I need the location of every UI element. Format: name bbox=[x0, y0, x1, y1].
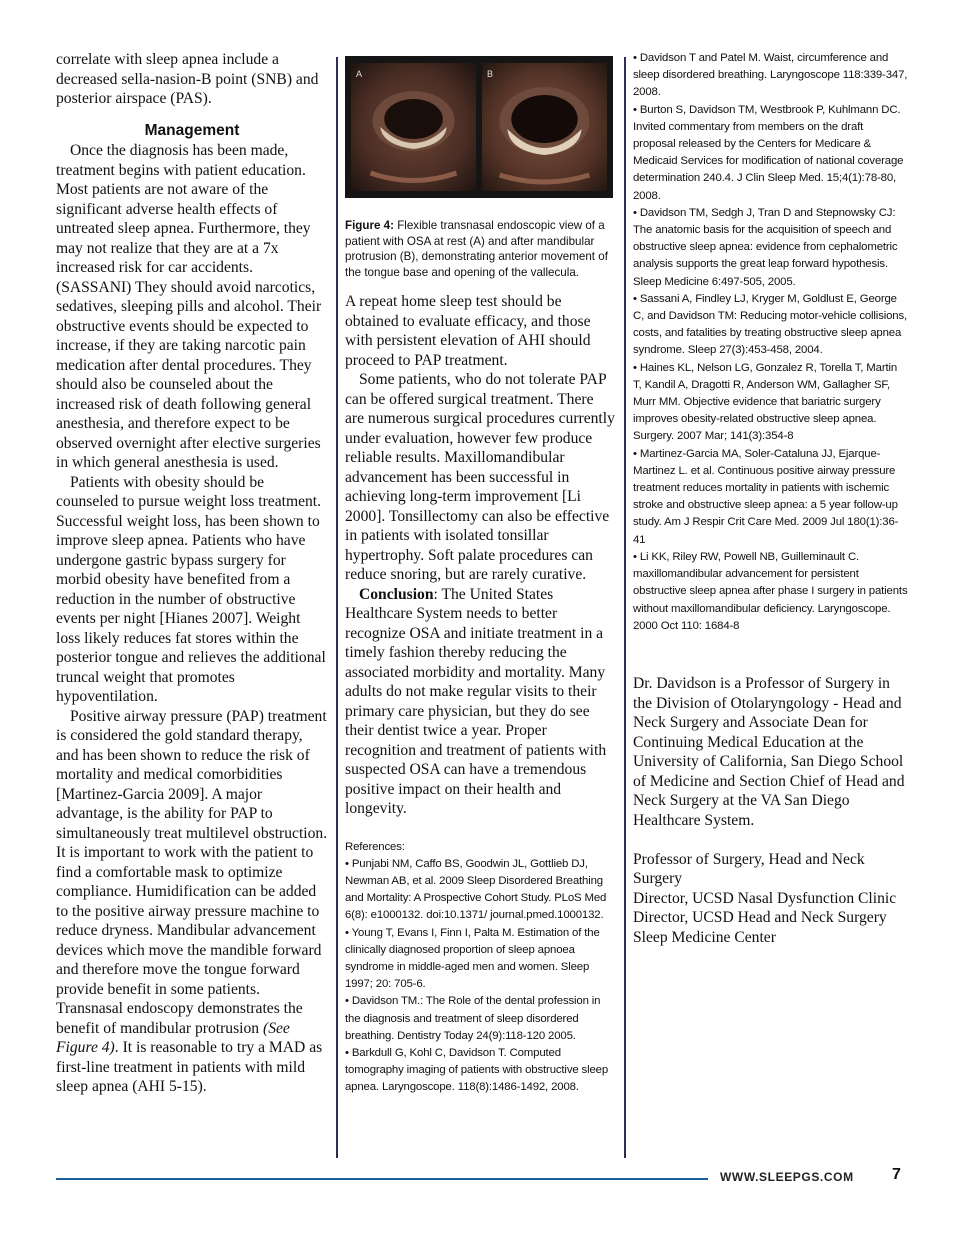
reference-item: • Barkdull G, Kohl C, Davidson T. Computed tomography imaging of patients with obstructive sleep apnea. Laryngoscope. 118(8):1486-1492, 2008. bbox=[345, 1046, 609, 1094]
management-paragraph-pap bbox=[56, 707, 328, 1097]
reference-item: • Davidson TM, Sedgh J, Tran D and Stepnowsky CJ: The anatomic basis for the acquisition of speech and obstructive sleep apnea: evidence from cephalometric analysis supports the great leap forward hypothesis. Sleep Medicine 6:497-505, 2005. bbox=[633, 206, 898, 288]
column-3 bbox=[633, 50, 908, 948]
pap-text-end: . It is reasonable to try a MAD as first-line treatment in patients with mild sleep apnea (AHI 5-15). bbox=[56, 1039, 323, 1095]
author-title: Director, UCSD Head and Neck Surgery Sleep Medicine Center bbox=[633, 909, 887, 947]
intro-paragraph: correlate with sleep apnea include a decreased sella-nasion-B point (SNB) and posterior airspace (PAS). bbox=[56, 51, 319, 107]
reference-item: • Young T, Evans I, Finn I, Palta M. Estimation of the clinically diagnosed proportion of sleep apnoea syndrome in middle-aged men and women. Sleep 1997; 20: 705-6. bbox=[345, 926, 600, 991]
airway-protrusion-image bbox=[482, 63, 607, 191]
references-list-left bbox=[345, 856, 615, 1097]
footer-rule bbox=[56, 1178, 708, 1180]
management-heading: Management bbox=[144, 121, 240, 139]
reference-item: Invited commentary from members on the draft proposal released by the Centers for Medicare & Medicaid Services for modification of national coverage determination 240.4. J Clin Sleep Med. 15;4(1):78-80, 2008. bbox=[633, 120, 904, 202]
reference-item: • Burton S, Davidson TM, Westbrook P, Kuhlmann DC. bbox=[633, 103, 901, 116]
column-1 bbox=[56, 50, 328, 1097]
reference-item: • Davidson TM.: The Role of the dental profession in the diagnosis and treatment of sleep disordered breathing. Dentistry Today 24(9):118-120 2005. bbox=[345, 995, 601, 1042]
column-divider-left bbox=[336, 57, 338, 1158]
figure-caption-label: Figure 4: bbox=[345, 219, 394, 232]
endoscopy-image-a bbox=[351, 63, 476, 191]
figure-caption bbox=[345, 218, 615, 280]
author-title: Director, UCSD Nasal Dysfunction Clinic bbox=[633, 889, 897, 907]
endoscopy-image-b bbox=[482, 63, 607, 191]
author-bio: Dr. Davidson is a Professor of Surgery in the Division of Otolaryngology - Head and Neck Surgery and Associate Dean for Continuing Medical Education at the University of California, San Diego School of Medicine and Section Chief of Head and Neck Surgery at the VA San Diego Healthcare System. bbox=[633, 674, 905, 830]
reference-item: • Haines KL, Nelson LG, Gonzalez R, Torella T, Martin T, Kandil A, Dragotti R, Anderson WM, Gallagher SF, Murr MM. Objective evidence that bariatric surgery improves obesity-related obstructive sleep apnea. Surgery. 2007 Mar; 141(3):354-8 bbox=[633, 361, 898, 443]
pap-text-start: Positive airway pressure (PAP) treatment is considered the gold standard therapy, and has been shown to reduce the risk of mortality and medical comorbidities [Martinez-Garcia 2009]. A major advantage, is the ability for PAP to simultaneously treat multilevel obstruction. It is important to work with the patient to find a comfortable mask to optimize compliance. Humidification can be added to the positive airway pressure machine to reduce dryness. Mandibular advancement devices which move the mandible forward and therefore move the tongue forward provide benefit in some patients. Transnasal endoscopy demonstrates the benefit of mandibular protrusion bbox=[56, 707, 328, 1037]
conclusion-text: : The United States Healthcare System needs to better recognize OSA and initiate treatment in a timely fashion thereby reducing the associated morbidity and mortality. Many adults do not make regular visits to their primary care physician, but they do see their dentist twice a year. Proper recognition and treatment of patients with suspected OSA can have a tremendous positive impact on their health and longevity. bbox=[345, 585, 607, 817]
reference-item: • Martinez-Garcia MA, Soler-Cataluna JJ, Ejarque-Martinez L. et al. Continuous positive airway pressure treatment reduces mortality in patients with ischemic stroke and obstructive sleep apnea: a 5 year follow-up study. Am J Respir Crit Care Med. 2009 Jul 180(1):36-41 bbox=[633, 447, 899, 546]
management-paragraph-obesity: Patients with obesity should be counseled to pursue weight loss treatment. Successful weight loss, has been shown to improve sleep apnea. Patients who have undergone gastric bypass surgery for morbid obesity have benefited from a reduction in the number of obstructive events per night [Hianes 2007]. Weight loss likely reduces fat stores within the posterior tongue and relieves the additional truncal weight that promotes hypoventilation. bbox=[56, 473, 326, 705]
references-list-right bbox=[633, 50, 908, 635]
author-title: Professor of Surgery, Head and Neck Surgery bbox=[633, 850, 865, 888]
repeat-test-paragraph: A repeat home sleep test should be obtained to evaluate efficacy, and those with persistent elevation of AHI should proceed to PAP treatment. bbox=[345, 293, 591, 369]
reference-item: • Punjabi NM, Caffo BS, Goodwin JL, Gottlieb DJ, Newman AB, et al. 2009 Sleep Disordered Breathing and Mortality: A Prospective Cohort Study. PLoS Med 6(8): e1000132. doi:10.1371/ journal.pmed.1000132. bbox=[345, 857, 607, 922]
airway-rest-image bbox=[351, 63, 476, 191]
conclusion-label: Conclusion bbox=[359, 585, 434, 603]
column-2 bbox=[345, 50, 615, 1097]
page-number: 7 bbox=[892, 1166, 901, 1183]
references-heading: References: bbox=[345, 840, 405, 853]
column-divider-right bbox=[624, 57, 626, 1158]
figure-reference-link: (See Figure 4) bbox=[56, 1019, 290, 1056]
reference-item: • Davidson T and Patel M. Waist, circumference and sleep disordered breathing. Laryngoscope 118:339-347, 2008. bbox=[633, 52, 908, 99]
figure-caption-text: Flexible transnasal endoscopic view of a patient with OSA at rest (A) and after mandibular protrusion (B), demonstrating anterior movement of the tongue base and opening of the vallecula. bbox=[345, 219, 608, 279]
author-titles bbox=[633, 850, 908, 948]
panel-label-b: B bbox=[487, 69, 494, 79]
panel-label-a: A bbox=[356, 69, 363, 79]
management-paragraph-education: Once the diagnosis has been made, treatment begins with patient education. Most patients are not aware of the significant adverse health effects of untreated sleep apnea. Furthermore, they may not realize that they are at a 7x increased risk for car accidents. (SASSANI) They should avoid narcotics, sedatives, sleeping pills and alcohol. Their obstructive events should be expected to increase, if they are taking narcotic pain medication after dental procedures. They should also be counseled about the increased risk of death following general anesthesia, and therefore expect to be observed overnight after elective surgeries in which general anesthesia is used. bbox=[56, 142, 322, 471]
conclusion-paragraph bbox=[345, 585, 615, 819]
endoscopy-figure bbox=[345, 56, 613, 198]
footer-website-link[interactable]: WWW.SLEEPGS.COM bbox=[720, 1170, 854, 1184]
surgical-paragraph: Some patients, who do not tolerate PAP can be offered surgical treatment. There are numerous surgical procedures currently under evaluation, however few produce reliable results. Maxillomandibular advancement has been successful in achieving long-term improvement [Li 2000]. Tonsillectomy can also be effective in patients with isolated tonsillar hypertrophy. Soft palate procedures can reduce snoring, but are rarely curative. bbox=[345, 371, 615, 583]
reference-item: • Li KK, Riley RW, Powell NB, Guilleminault C. maxillomandibular advancement for persistent obstructive sleep apnea after phase I surgery in patients without maxillomandibular deficiency. Laryngoscope. 2000 Oct 110: 1684-8 bbox=[633, 550, 908, 632]
reference-item: • Sassani A, Findley LJ, Kryger M, Goldlust E, George C, and Davidson TM: Reducing motor-vehicle collisions, costs, and fatalities by treating obstructive sleep apnea syndrome. Sleep 27(3):453-458, 2004. bbox=[633, 292, 908, 357]
